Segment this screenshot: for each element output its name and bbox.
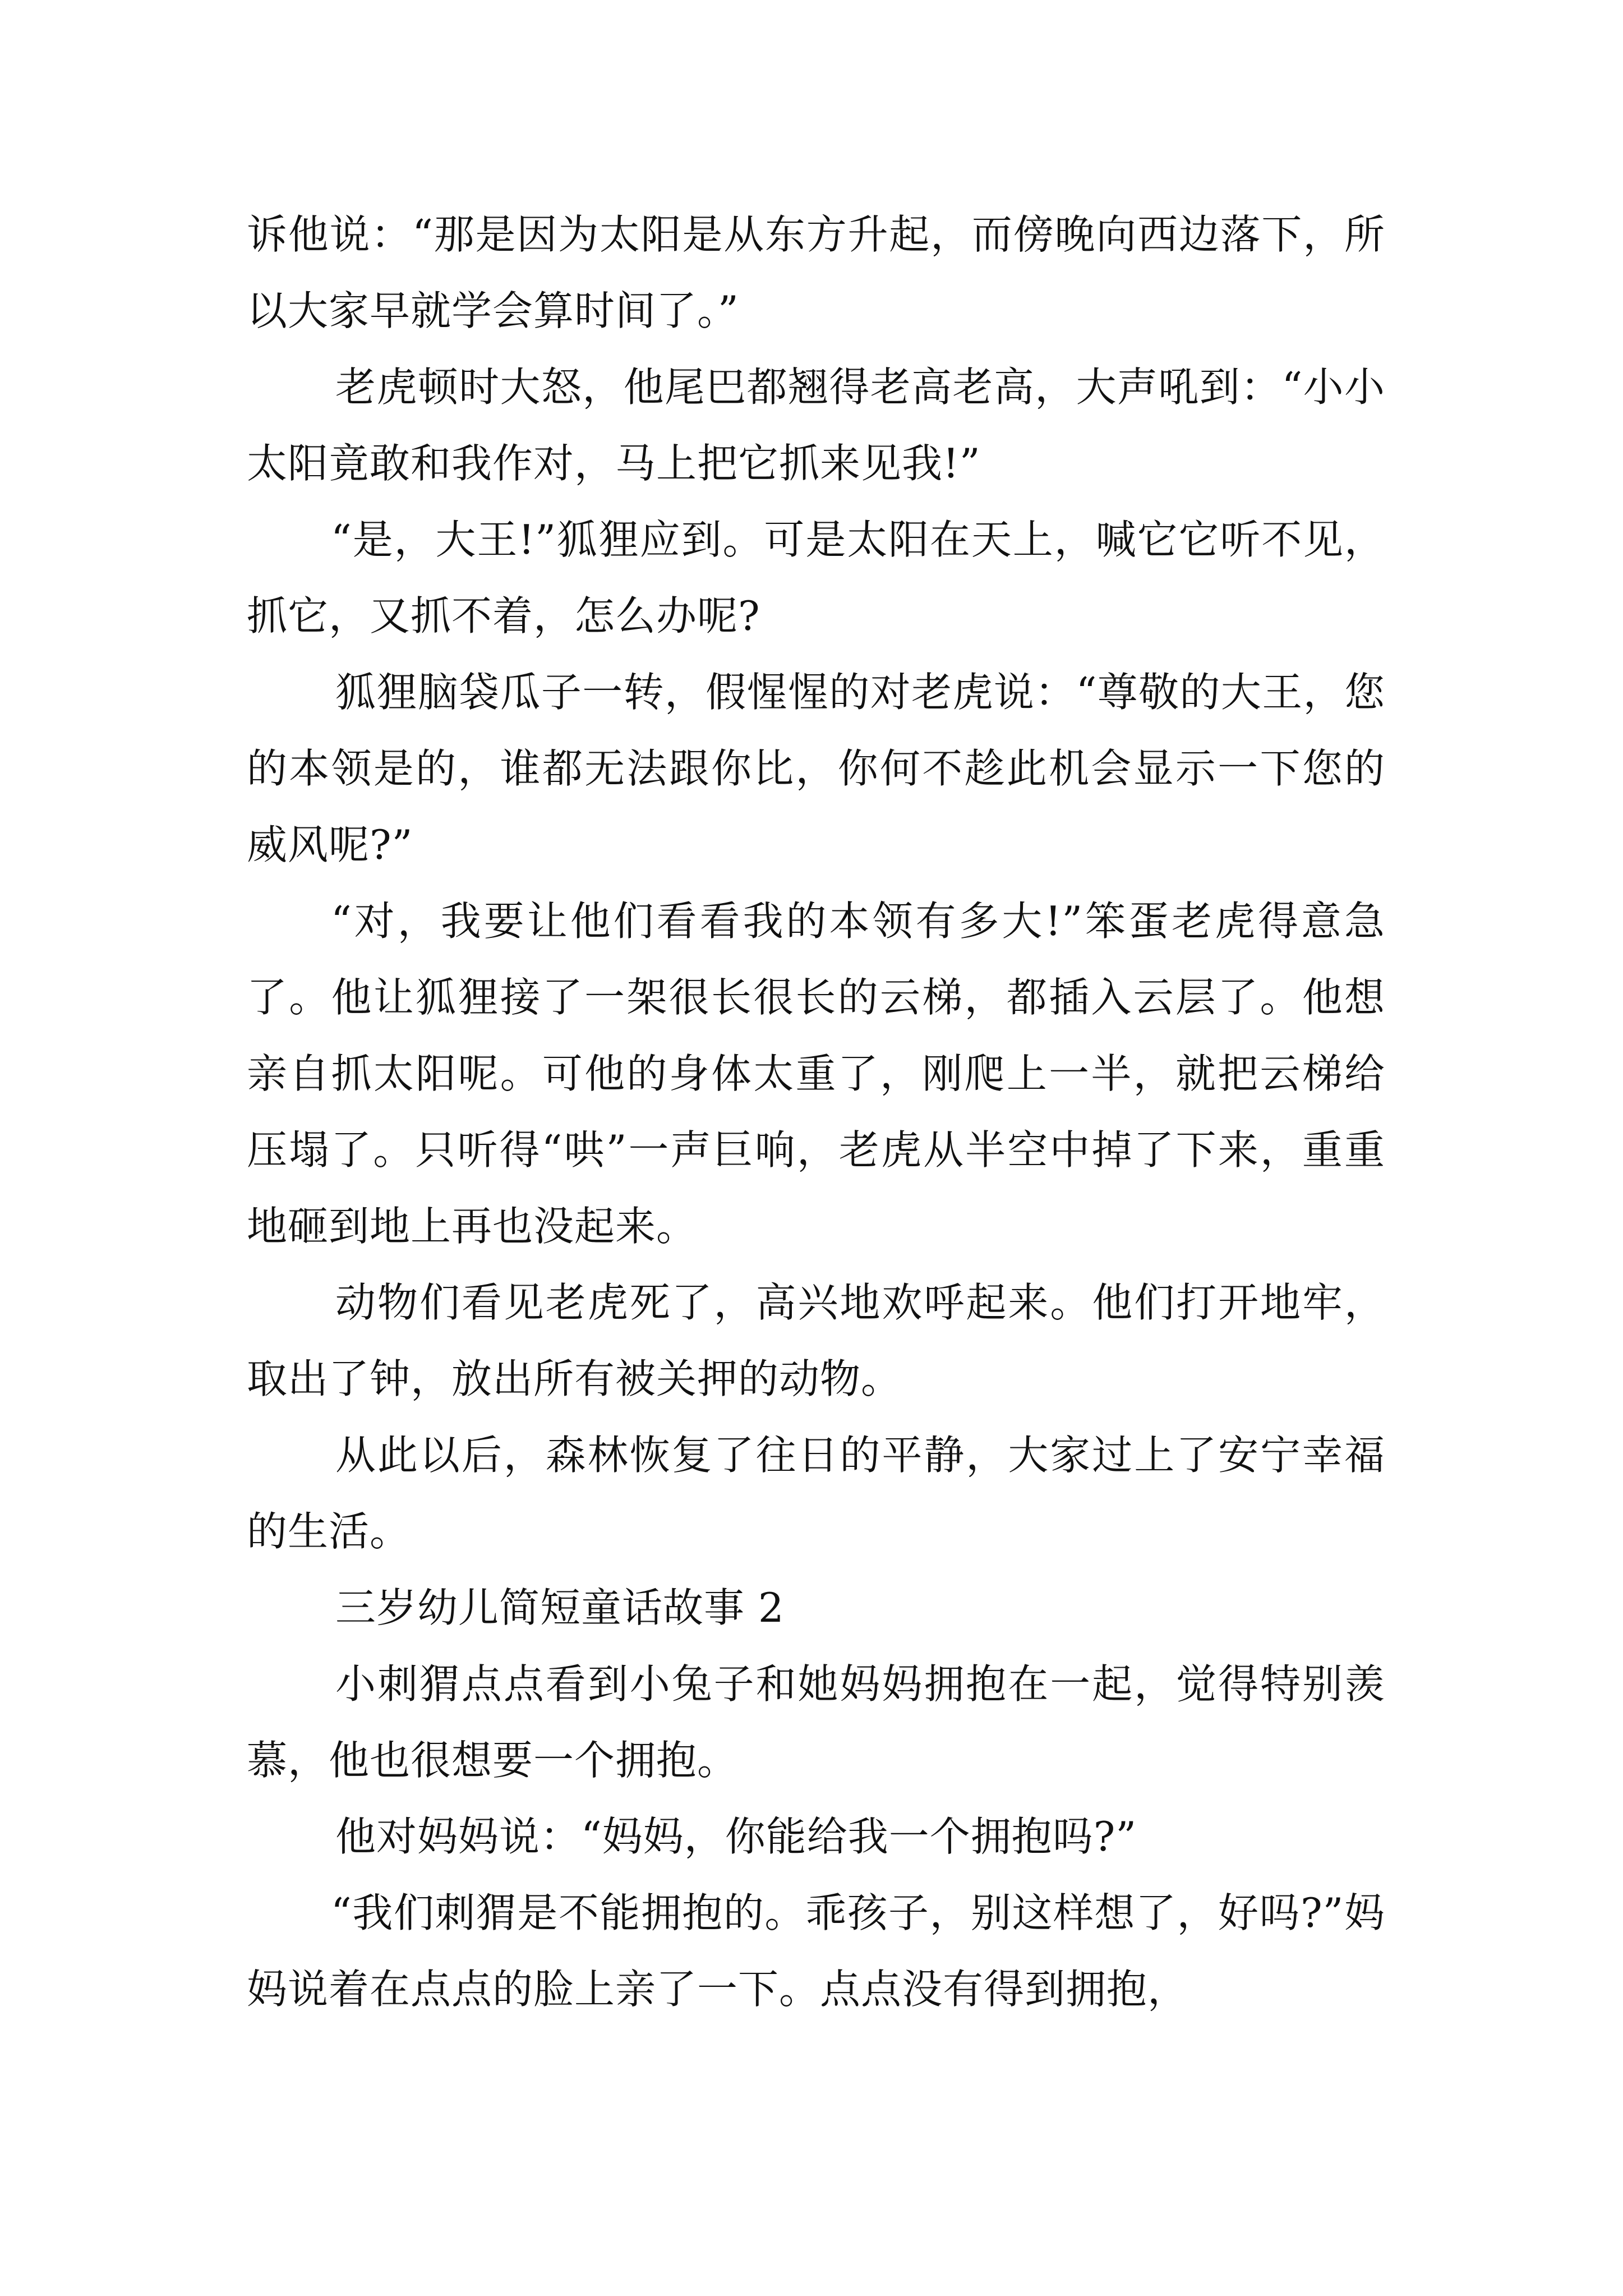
section-title: 三岁幼儿简短童话故事 2 (335, 1584, 785, 1631)
paragraph-fox-reply: “是，大王!”狐狸应到。可是太阳在天上，喊它它听不见，抓它，又抓不着，怎么办呢? (247, 516, 1385, 639)
paragraph-fox-plan: 狐狸脑袋瓜子一转，假惺惺的对老虎说：“尊敬的大王，您的本领是的，谁都无法跟你比，你何不趁此机会显示一下您的威风呢?” (247, 669, 1385, 868)
paragraph-ask-mom: 他对妈妈说：“妈妈，你能给我一个拥抱吗?” (335, 1813, 1137, 1860)
paragraph-happy-ending: 从此以后，森林恢复了往日的平静，大家过上了安宁幸福的生活。 (247, 1432, 1385, 1555)
paragraph-mom-reply: “我们刺猬是不能拥抱的。乖孩子，别这样想了，好吗?”妈妈说着在点点的脸上亲了一下。点点没有得到拥抱， (247, 1889, 1385, 2013)
document-body (247, 196, 1385, 2027)
paragraph-tiger-angry: 老虎顿时大怒，他尾巴都翘得老高老高，大声吼到：“小小太阳竟敢和我作对，马上把它抓来见我!” (247, 364, 1385, 487)
paragraph-continued: 诉他说：“那是因为太阳是从东方升起，而傍晚向西边落下，所以大家早就学会算时间了。” (247, 211, 1385, 334)
paragraph-ladder: “对，我要让他们看看我的本领有多大!”笨蛋老虎得意急了。他让狐狸接了一架很长很长的云梯，都插入云层了。他想亲自抓太阳呢。可他的身体太重了，刚爬上一半，就把云梯给压塌了。只听得“哄”一声巨响，老虎从半空中掉了下来，重重地砸到地上再也没起来。 (247, 898, 1385, 1250)
paragraph-hedgehog-envy: 小刺猬点点看到小兔子和她妈妈拥抱在一起，觉得特别羡慕，他也很想要一个拥抱。 (247, 1660, 1385, 1784)
paragraph-animals-cheer: 动物们看见老虎死了，高兴地欢呼起来。他们打开地牢，取出了钟，放出所有被关押的动物。 (247, 1279, 1385, 1402)
